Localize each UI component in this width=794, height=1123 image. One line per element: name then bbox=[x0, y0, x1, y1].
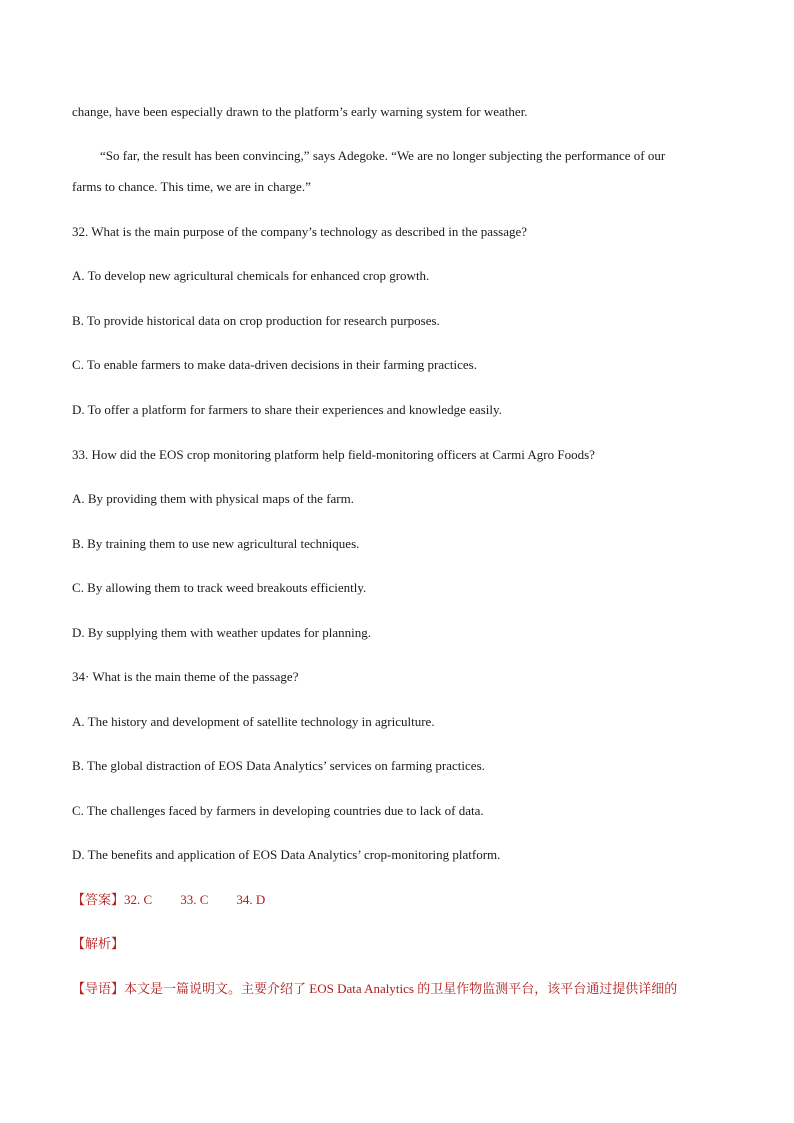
question-32-option-c: C. To enable farmers to make data-driven decisions in their farming practices. bbox=[72, 357, 477, 372]
answer-item: 32. C bbox=[124, 892, 153, 907]
question-32-option-d: D. To offer a platform for farmers to share their experiences and knowledge easily. bbox=[72, 402, 502, 417]
guide-text: 本文是一篇说明文。主要介绍了 EOS Data Analytics 的卫星作物监测平台，该平台通过提供详细的 bbox=[124, 981, 678, 996]
question-33-option-a: A. By providing them with physical maps of the farm. bbox=[72, 491, 354, 506]
question-33-option-c: C. By allowing them to track weed breakouts efficiently. bbox=[72, 580, 367, 595]
question-34-option-b: B. The global distraction of EOS Data Analytics’ services on farming practices. bbox=[72, 758, 485, 773]
question-32-option-b: B. To provide historical data on crop production for research purposes. bbox=[72, 313, 440, 328]
guide-label: 【导语】 bbox=[72, 981, 125, 996]
passage-line: change, have been especially drawn to the platform’s early warning system for weather. bbox=[72, 104, 528, 119]
passage-quote-line: “So far, the result has been convincing,” says Adegoke. “We are no longer subjecting the performance of our bbox=[100, 148, 666, 163]
guide-line bbox=[72, 981, 677, 997]
question-33-option-d: D. By supplying them with weather updates for planning. bbox=[72, 625, 371, 640]
question-33-option-b: B. By training them to use new agricultural techniques. bbox=[72, 536, 360, 551]
analysis-label: 【解析】 bbox=[72, 936, 125, 951]
question-34-option-a: A. The history and development of satellite technology in agriculture. bbox=[72, 714, 435, 729]
question-33-stem: 33. How did the EOS crop monitoring platform help field-monitoring officers at Carmi Agro Foods? bbox=[72, 447, 595, 462]
question-32-stem: 32. What is the main purpose of the company’s technology as described in the passage? bbox=[72, 224, 527, 239]
answer-label: 【答案】 bbox=[72, 892, 125, 907]
question-34-option-c: C. The challenges faced by farmers in developing countries due to lack of data. bbox=[72, 803, 484, 818]
answer-line bbox=[72, 892, 265, 908]
question-32-option-a: A. To develop new agricultural chemicals for enhanced crop growth. bbox=[72, 268, 430, 283]
question-34-stem: 34· What is the main theme of the passage? bbox=[72, 669, 299, 684]
answer-item: 33. C bbox=[180, 892, 209, 907]
question-34-option-d: D. The benefits and application of EOS Data Analytics’ crop-monitoring platform. bbox=[72, 847, 501, 862]
passage-quote-line: farms to chance. This time, we are in charge.” bbox=[72, 179, 311, 194]
answer-item: 34. D bbox=[236, 892, 266, 907]
